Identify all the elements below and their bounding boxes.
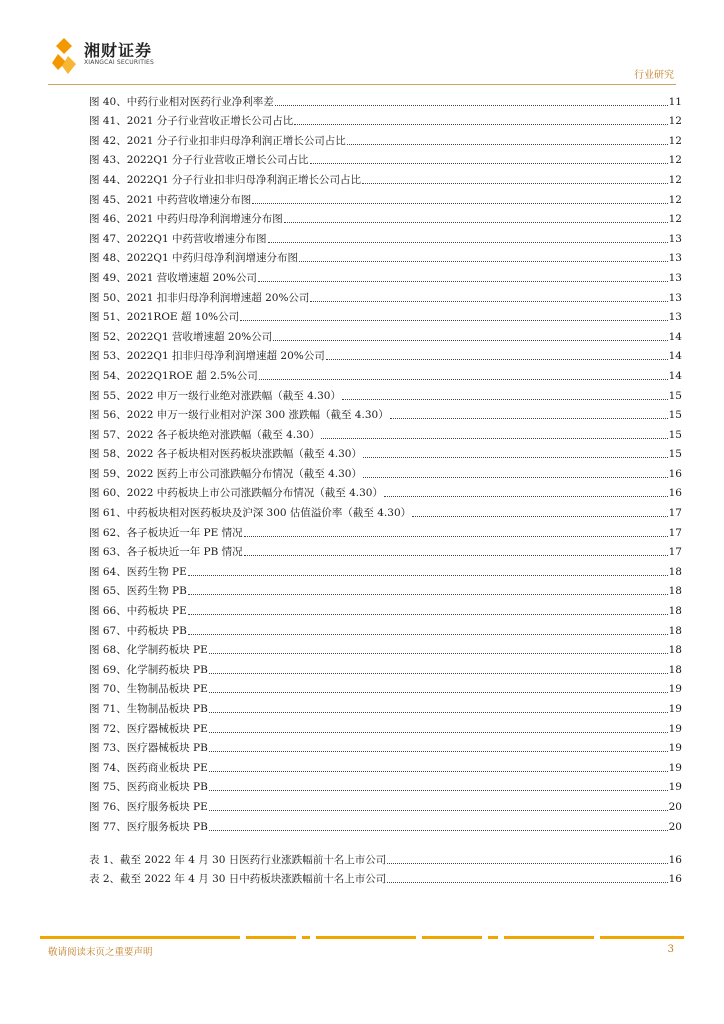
toc-table-entry[interactable] bbox=[89, 847, 682, 867]
toc-figure-entry-title: 图 40、中药行业相对医药行业净利率差 bbox=[89, 95, 274, 108]
dot-leader bbox=[209, 692, 668, 693]
dot-leader bbox=[310, 301, 667, 302]
dot-leader bbox=[188, 614, 668, 615]
dot-leader bbox=[326, 359, 668, 360]
toc-figure-entry-page-number: 15 bbox=[668, 428, 682, 441]
dot-leader bbox=[188, 594, 668, 595]
dot-leader bbox=[188, 575, 668, 576]
dot-leader bbox=[259, 379, 668, 380]
toc-figure-entry-title: 图 59、2022 医药上市公司涨跌幅分布情况（截至 4.30） bbox=[89, 467, 362, 480]
toc-figure-entry-page-number: 18 bbox=[668, 644, 682, 657]
toc-figure-entry-title: 图 51、2021ROE 超 10%公司 bbox=[89, 311, 240, 324]
toc-figure-entry-page-number: 14 bbox=[668, 350, 682, 363]
toc-figure-entry-title: 图 71、生物制品板块 PB bbox=[89, 703, 208, 715]
toc-figure-entry-page-number: 14 bbox=[668, 369, 682, 382]
toc-figure-entry-title: 图 58、2022 各子板块相对医药板块涨跌幅（截至 4.30） bbox=[89, 448, 362, 461]
toc-figure-entry-title: 图 52、2022Q1 营收增速超 20%公司 bbox=[89, 330, 273, 343]
toc-figure-entry-title: 图 62、各子板块近一年 PE 情况 bbox=[89, 526, 243, 539]
toc-figure-entry-page-number: 18 bbox=[668, 624, 682, 637]
toc-figure-entry-page-number: 16 bbox=[668, 487, 682, 500]
page-header bbox=[0, 0, 724, 88]
toc-figure-entry-page-number: 20 bbox=[668, 820, 682, 833]
toc-figure-entry-page-number: 12 bbox=[668, 115, 682, 128]
toc-figure-entry[interactable] bbox=[89, 167, 682, 187]
toc-figure-entry-page-number: 13 bbox=[668, 232, 682, 245]
toc-figure-entry[interactable] bbox=[89, 755, 682, 775]
toc-figure-entry[interactable] bbox=[89, 618, 682, 638]
toc-figure-entry-title: 图 67、中药板块 PB bbox=[89, 624, 187, 637]
toc-figure-entry-page-number: 16 bbox=[668, 467, 682, 480]
toc-figure-entry[interactable] bbox=[89, 677, 682, 697]
toc-figure-entry-page-number: 19 bbox=[668, 703, 682, 715]
toc-figure-entry-page-number: 17 bbox=[668, 507, 682, 520]
toc-figure-entry-title: 图 42、2021 分子行业扣非归母净利润正增长公司占比 bbox=[89, 134, 346, 147]
toc-figure-entry[interactable] bbox=[89, 89, 682, 109]
toc-figure-entry-page-number: 12 bbox=[668, 193, 682, 206]
section-label: 行业研究 bbox=[634, 70, 674, 81]
dot-leader bbox=[347, 144, 668, 145]
dot-leader bbox=[412, 516, 667, 517]
dot-leader bbox=[209, 810, 668, 811]
toc-figure-entry[interactable] bbox=[89, 598, 682, 618]
dot-leader bbox=[362, 183, 668, 184]
toc-figure-entry[interactable] bbox=[89, 187, 682, 207]
toc-figure-entry[interactable] bbox=[89, 814, 682, 834]
toc-figure-entry-title: 图 48、2022Q1 中药归母净利润增速分布图 bbox=[89, 252, 299, 265]
toc-figure-entry-page-number: 12 bbox=[668, 173, 682, 186]
xiangcai-logo-icon bbox=[50, 36, 80, 76]
dot-leader bbox=[209, 751, 668, 752]
dot-leader bbox=[387, 863, 667, 864]
toc-figure-entry-page-number: 15 bbox=[668, 409, 682, 422]
dot-leader bbox=[209, 712, 668, 713]
toc-figure-entry-page-number: 19 bbox=[668, 761, 682, 774]
toc-figure-entry-page-number: 11 bbox=[668, 95, 682, 108]
toc-figure-entry-title: 图 64、医药生物 PE bbox=[89, 565, 187, 578]
dot-leader bbox=[321, 438, 668, 439]
toc-figure-entry-page-number: 17 bbox=[668, 526, 682, 539]
toc-figure-entry-title: 图 53、2022Q1 扣非归母净利润增速超 20%公司 bbox=[89, 350, 325, 363]
toc-figure-entry[interactable] bbox=[89, 579, 682, 599]
toc-figure-entry[interactable] bbox=[89, 794, 682, 814]
toc-table-entry-page-number: 16 bbox=[668, 853, 682, 866]
toc-figure-entry-title: 图 72、医疗器械板块 PE bbox=[89, 722, 208, 735]
toc-figure-entry-page-number: 14 bbox=[668, 330, 682, 343]
toc-figure-entry[interactable] bbox=[89, 559, 682, 579]
toc-figure-entry-title: 图 66、中药板块 PE bbox=[89, 605, 187, 618]
toc-figure-entry-page-number: 17 bbox=[668, 546, 682, 559]
toc-figure-entry-page-number: 19 bbox=[668, 722, 682, 735]
toc-figure-entry-title: 图 75、医药商业板块 PB bbox=[89, 781, 208, 794]
toc-figure-entry-title: 图 54、2022Q1ROE 超 2.5%公司 bbox=[89, 369, 258, 382]
dot-leader bbox=[252, 203, 667, 204]
dot-leader bbox=[209, 771, 668, 772]
dot-leader bbox=[273, 340, 667, 341]
toc-figure-entry-title: 图 73、医疗器械板块 PB bbox=[89, 742, 208, 755]
toc-figure-entry-page-number: 18 bbox=[668, 565, 682, 578]
toc-figure-entry-title: 图 65、医药生物 PB bbox=[89, 585, 187, 598]
toc-figure-entry-page-number: 19 bbox=[668, 683, 682, 696]
toc-figure-entry[interactable] bbox=[89, 422, 682, 442]
dot-leader bbox=[258, 281, 668, 282]
figure-list bbox=[89, 89, 682, 834]
toc-figure-entry-page-number: 18 bbox=[668, 585, 682, 598]
toc-figure-entry-page-number: 13 bbox=[668, 291, 682, 304]
toc-figure-entry-title: 图 77、医疗服务板块 PB bbox=[89, 820, 208, 833]
toc-figure-entry[interactable] bbox=[89, 638, 682, 658]
toc-figure-entry[interactable] bbox=[89, 363, 682, 383]
brand-name: 湘财证券 bbox=[84, 41, 153, 60]
dot-leader bbox=[390, 418, 668, 419]
toc-figure-entry-page-number: 20 bbox=[668, 800, 682, 813]
toc-figure-entry-title: 图 47、2022Q1 中药营收增速分布图 bbox=[89, 232, 267, 245]
toc-figure-entry-title: 图 57、2022 各子板块绝对涨跌幅（截至 4.30） bbox=[89, 428, 320, 441]
toc-figure-entry-title: 图 46、2021 中药归母净利润增速分布图 bbox=[89, 213, 283, 226]
toc-figure-entry-page-number: 15 bbox=[668, 389, 682, 402]
toc-figure-entry[interactable] bbox=[89, 305, 682, 325]
toc-figure-entry[interactable] bbox=[89, 716, 682, 736]
toc-figure-entry-title: 图 43、2022Q1 分子行业营收正增长公司占比 bbox=[89, 154, 309, 167]
toc-figure-entry[interactable] bbox=[89, 207, 682, 227]
toc-table-entry-title: 表 2、截至 2022 年 4 月 30 日中药板块涨跌幅前十名上市公司 bbox=[89, 873, 387, 886]
dot-leader bbox=[387, 882, 667, 883]
toc-figure-entry-title: 图 50、2021 扣非归母净利润增速超 20%公司 bbox=[89, 291, 310, 304]
toc-figure-entry-title: 图 49、2021 营收增速超 20%公司 bbox=[89, 271, 257, 284]
dot-leader bbox=[209, 790, 668, 791]
toc-figure-entry[interactable] bbox=[89, 109, 682, 129]
toc-figure-entry[interactable] bbox=[89, 344, 682, 364]
toc-figure-entry-page-number: 13 bbox=[668, 252, 682, 265]
toc-figure-entry[interactable] bbox=[89, 148, 682, 168]
toc-figure-entry[interactable] bbox=[89, 128, 682, 148]
footer-divider bbox=[40, 936, 684, 940]
page-number: 3 bbox=[667, 944, 674, 955]
toc-figure-entry[interactable] bbox=[89, 442, 682, 462]
toc-figure-entry-page-number: 12 bbox=[668, 154, 682, 167]
dot-leader bbox=[209, 673, 668, 674]
dot-leader bbox=[209, 830, 668, 831]
toc-table-entry[interactable] bbox=[89, 867, 682, 887]
toc-figure-entry-title: 图 74、医药商业板块 PE bbox=[89, 761, 208, 774]
dot-leader bbox=[240, 320, 668, 321]
toc-figure-entry[interactable] bbox=[89, 265, 682, 285]
dot-leader bbox=[342, 399, 668, 400]
toc-figure-entry-title: 图 41、2021 分子行业营收正增长公司占比 bbox=[89, 115, 294, 128]
toc-figure-entry-title: 图 68、化学制药板块 PE bbox=[89, 644, 208, 657]
toc-figure-entry[interactable] bbox=[89, 696, 682, 716]
toc-figure-entry-title: 图 70、生物制品板块 PE bbox=[89, 683, 208, 696]
toc-figure-entry-title: 图 76、医疗服务板块 PE bbox=[89, 800, 208, 813]
dot-leader bbox=[284, 222, 668, 223]
toc-figure-entry-page-number: 19 bbox=[668, 742, 682, 755]
toc-figure-entry-title: 图 61、中药板块相对医药板块及沪深 300 估值溢价率（截至 4.30） bbox=[89, 507, 412, 520]
toc-figure-entry[interactable] bbox=[89, 461, 682, 481]
table-list bbox=[89, 847, 682, 886]
dot-leader bbox=[244, 536, 668, 537]
toc-figure-entry-title: 图 55、2022 申万一级行业绝对涨跌幅（截至 4.30） bbox=[89, 389, 341, 402]
toc-figure-entry-page-number: 15 bbox=[668, 448, 682, 461]
toc-figure-entry[interactable] bbox=[89, 285, 682, 305]
toc-figure-entry-title: 图 56、2022 申万一级行业相对沪深 300 涨跌幅（截至 4.30） bbox=[89, 409, 389, 422]
dot-leader bbox=[268, 242, 668, 243]
toc-figure-entry-title: 图 44、2022Q1 分子行业扣非归母净利润正增长公司占比 bbox=[89, 173, 362, 186]
toc-figure-entry[interactable] bbox=[89, 736, 682, 756]
dot-leader bbox=[294, 124, 667, 125]
dot-leader bbox=[299, 261, 668, 262]
toc-figure-entry-page-number: 18 bbox=[668, 663, 682, 676]
dot-leader bbox=[244, 555, 668, 556]
toc-figure-entry[interactable] bbox=[89, 324, 682, 344]
toc-figure-entry-page-number: 12 bbox=[668, 213, 682, 226]
header-divider bbox=[48, 84, 676, 85]
toc-figure-entry-title: 图 63、各子板块近一年 PB 情况 bbox=[89, 546, 243, 559]
toc-figure-entry[interactable] bbox=[89, 403, 682, 423]
toc-figure-entry-page-number: 13 bbox=[668, 311, 682, 324]
toc-figure-entry[interactable] bbox=[89, 383, 682, 403]
toc-figure-entry-page-number: 19 bbox=[668, 781, 682, 794]
dot-leader bbox=[384, 496, 668, 497]
dot-leader bbox=[363, 477, 668, 478]
toc-figure-entry-page-number: 12 bbox=[668, 134, 682, 147]
dot-leader bbox=[209, 653, 668, 654]
toc-figure-entry[interactable] bbox=[89, 520, 682, 540]
toc-figure-entry-title: 图 60、2022 中药板块上市公司涨跌幅分布情况（截至 4.30） bbox=[89, 487, 383, 500]
toc-figure-entry[interactable] bbox=[89, 226, 682, 246]
dot-leader bbox=[188, 634, 668, 635]
toc-figure-entry[interactable] bbox=[89, 246, 682, 266]
toc-figure-entry-title: 图 45、2021 中药营收增速分布图 bbox=[89, 193, 252, 206]
toc-figure-entry[interactable] bbox=[89, 540, 682, 560]
toc-figure-entry[interactable] bbox=[89, 481, 682, 501]
toc-table-entry-page-number: 16 bbox=[668, 873, 682, 886]
toc-table-entry-title: 表 1、截至 2022 年 4 月 30 日医药行业涨跌幅前十名上市公司 bbox=[89, 853, 387, 866]
toc-figure-entry[interactable] bbox=[89, 657, 682, 677]
toc-figure-entry[interactable] bbox=[89, 500, 682, 520]
dot-leader bbox=[363, 457, 668, 458]
dot-leader bbox=[310, 163, 668, 164]
dot-leader bbox=[209, 732, 668, 733]
brand-subtitle: XIANGCAI SECURITIES bbox=[84, 59, 155, 66]
toc-figure-entry-page-number: 18 bbox=[668, 605, 682, 618]
toc-figure-entry[interactable] bbox=[89, 775, 682, 795]
dot-leader bbox=[275, 105, 668, 106]
toc-figure-entry-title: 图 69、化学制药板块 PB bbox=[89, 663, 208, 676]
footer-disclaimer: 敬请阅读末页之重要声明 bbox=[48, 947, 153, 958]
toc-figure-entry-page-number: 13 bbox=[668, 271, 682, 284]
